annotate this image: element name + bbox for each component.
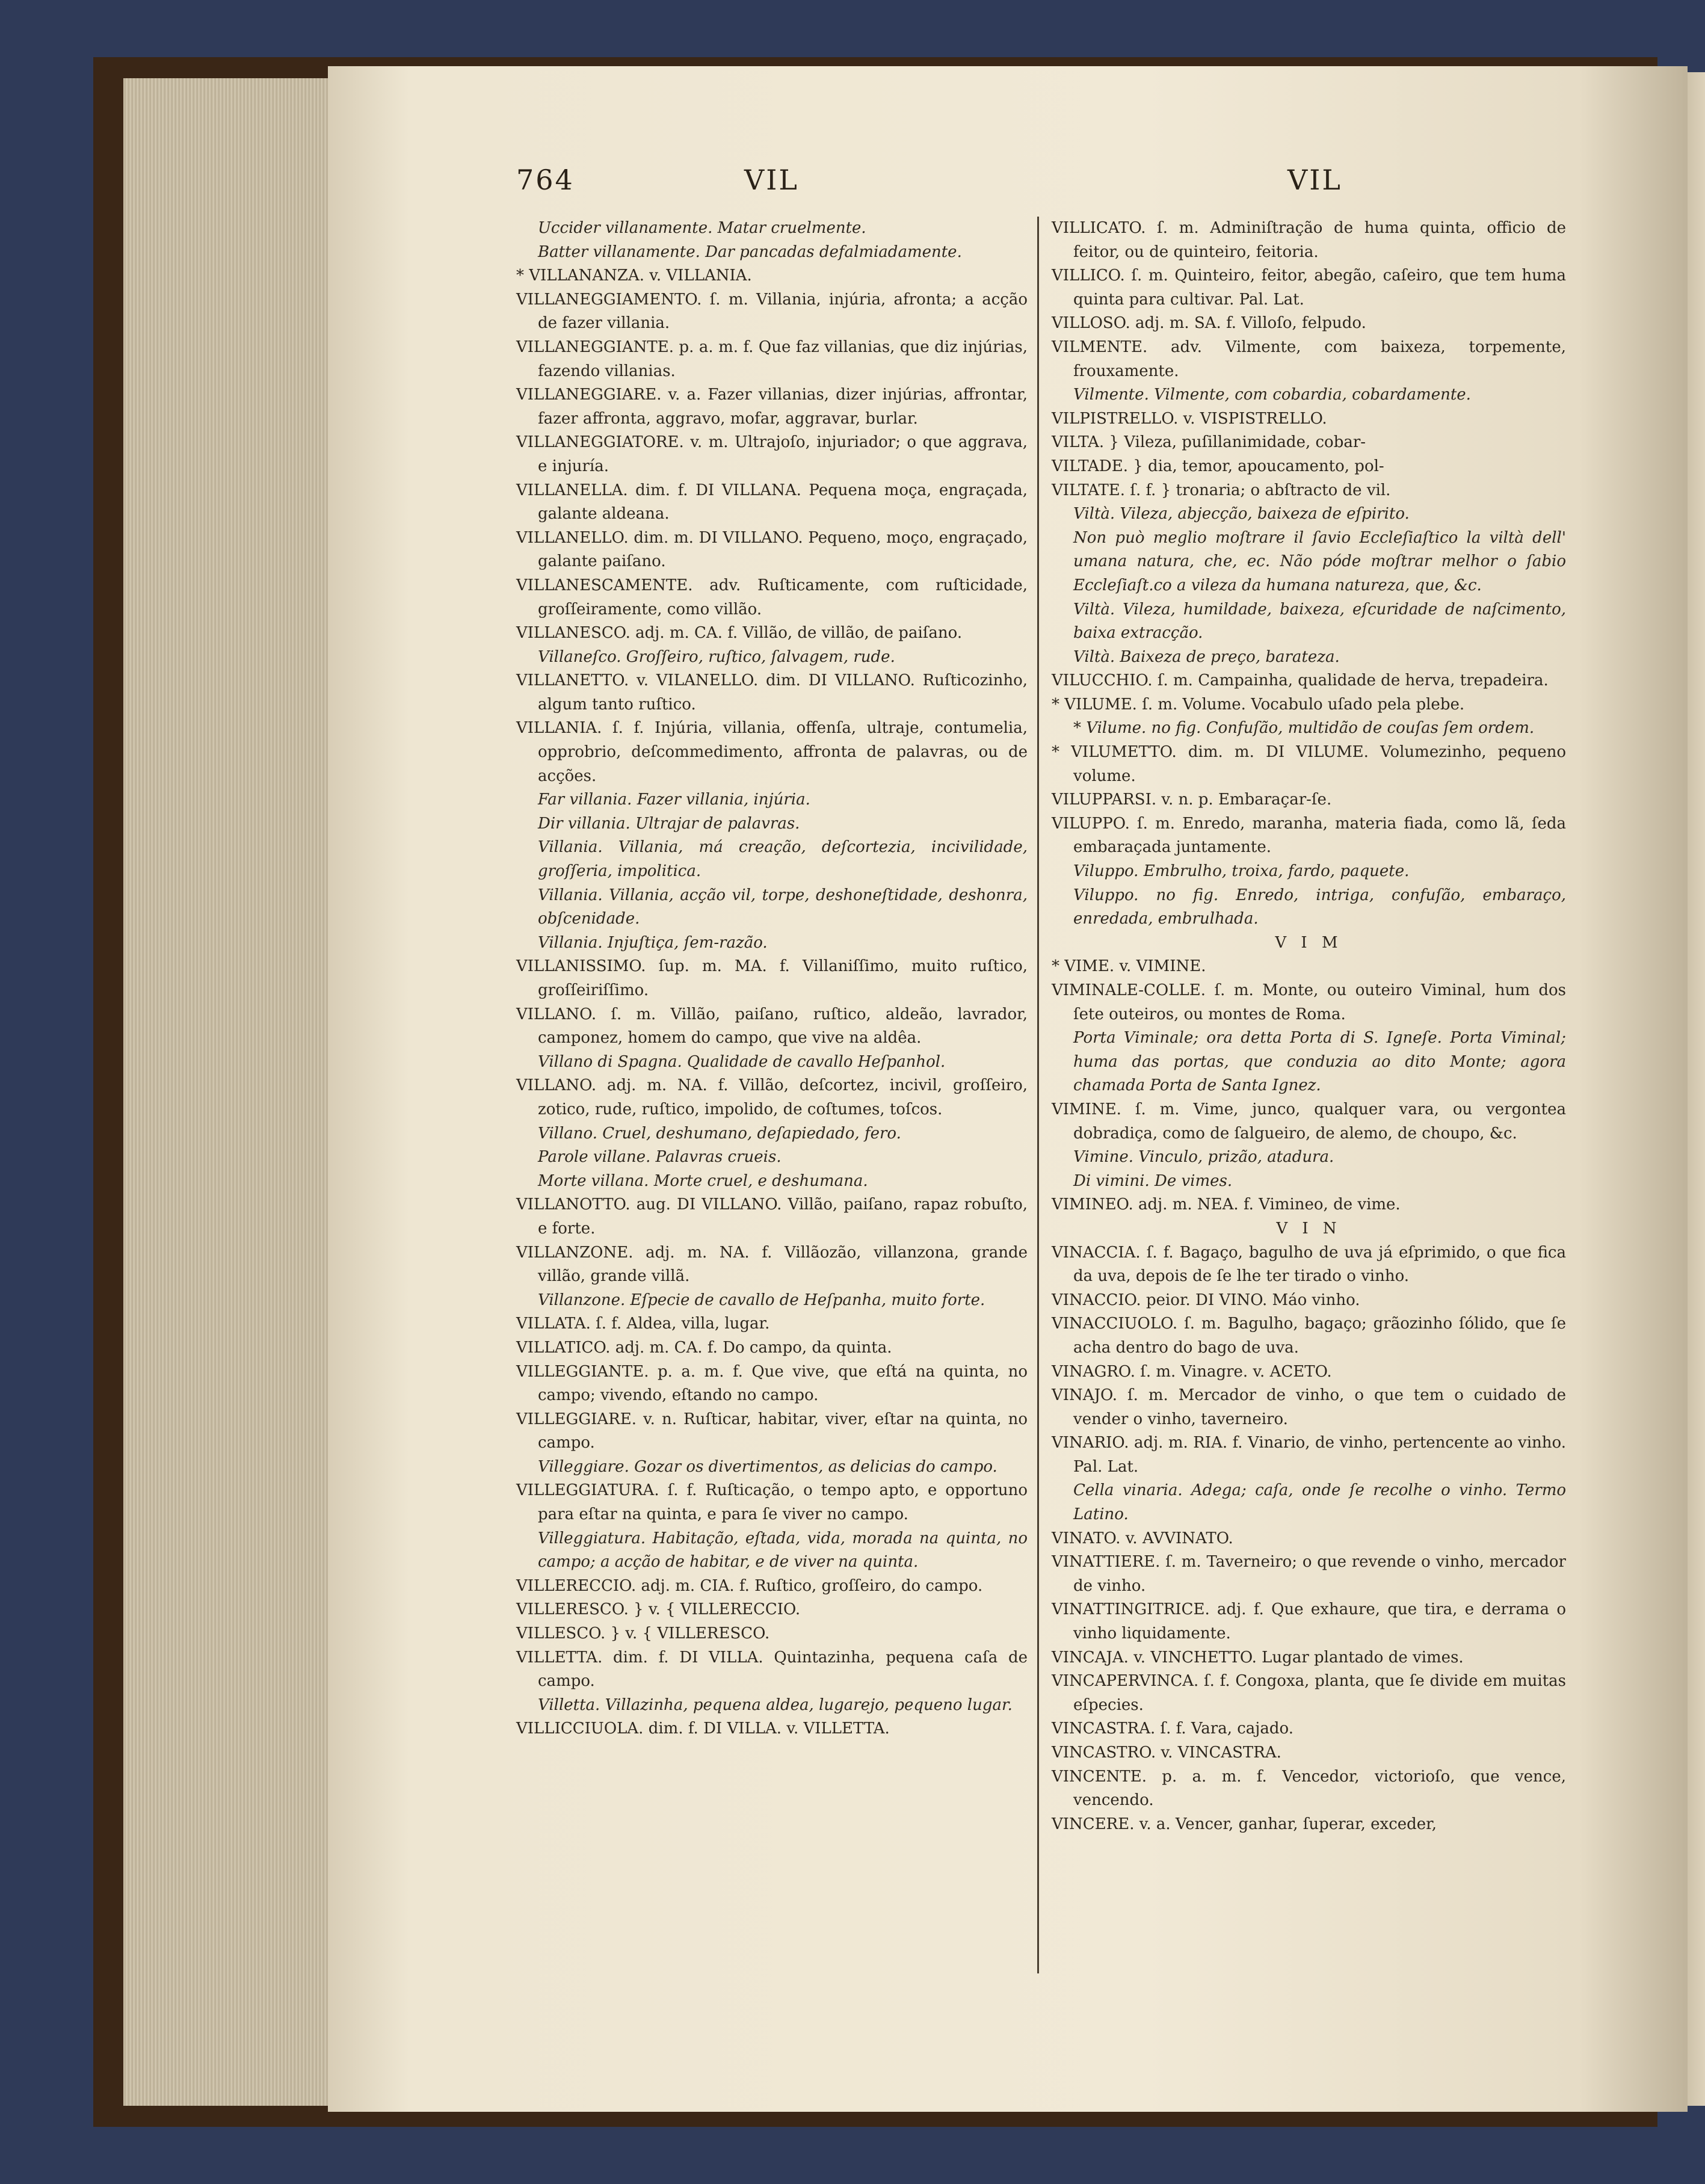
sub-entry: Uccider villanamente. Matar cruelmente. [538,219,866,237]
sub-entry: Villanzone. Eſpecie de cavallo de Heſpanha, muito forte. [538,1291,985,1309]
dictionary-entry: VINACCIO. peior. DI VINO. Máo vinho. [1052,1291,1360,1309]
dictionary-entry: VILLANISSIMO. ſup. m. MA. f. Villaniſſimo, muito ruſtico, groſſeiriſſimo. [516,957,1028,999]
dictionary-entry: VILLANEGGIATORE. v. m. Ultrajoſo, injuriador; o que aggrava, e injuría. [516,433,1028,475]
dictionary-entry: VILLESCO. } v. { VILLERESCO. [516,1624,770,1643]
sub-entry: Parole villane. Palavras crueis. [538,1148,782,1167]
sub-entry: Villetta. Villazinha, pequena aldea, lugarejo, pequeno lugar. [538,1695,1013,1714]
dictionary-entry: VILLANIA. ſ. f. Injúria, villania, offenſa, ultraje, contumelia, opprobrio, deſcommedimento, affronta de palavras, ou de acções. [516,719,1028,785]
dictionary-entry: VILPISTRELLO. v. VISPISTRELLO. [1052,409,1327,428]
page-number: 764 [516,164,575,196]
dictionary-entry: * VILUME. ſ. m. Volume. Vocabulo uſado pela plebe. [1052,695,1465,714]
sub-entry: Viluppo. Embrulho, troixa, fardo, paquete. [1073,862,1410,881]
dictionary-entry: VILLATICO. adj. m. CA. f. Do campo, da quinta. [516,1338,892,1357]
dictionary-entry: * VIME. v. VIMINE. [1052,957,1206,976]
dictionary-entry: VILUPPO. ſ. m. Enredo, maranha, materia fiada, como lã, ſeda embaraçada juntamente. [1052,814,1566,857]
dictionary-entry: VILLOSO. adj. m. SA. f. Villoſo, felpudo. [1052,314,1366,333]
dictionary-entry: VIMINALE-COLLE. ſ. m. Monte, ou outeiro Viminal, hum dos ſete outeiros, ou montes de Roma. [1052,981,1566,1023]
sub-entry: Villano. Cruel, deshumano, deſapiedado, fero. [538,1124,901,1143]
dictionary-entry: VILLANESCO. adj. m. CA. f. Villão, de villão, de paiſano. [516,624,963,643]
dictionary-entry: VILLICATO. ſ. m. Adminiſtração de huma quinta, officio de feitor, ou de quinteiro, feitoria. [1052,219,1566,261]
dictionary-entry: VILTA. } Vileza, puſillanimidade, cobar- [1052,433,1366,452]
sub-entry: Villeggiatura. Habitação, eſtada, vida, morada na quinta, no campo; a acção de habitar, e de viver na quinta. [538,1529,1028,1572]
dictionary-entry: VILLANZONE. adj. m. NA. f. Villãozão, villanzona, grande villão, grande villã. [516,1243,1028,1286]
section-heading: V I N [1276,1219,1342,1238]
dictionary-entry: VILLANEGGIARE. v. a. Fazer villanias, dizer injúrias, affrontar, fazer affronta, aggravo, mofar, aggravar, burlar. [516,386,1028,428]
sub-entry: Villania. Villania, acção vil, torpe, deshoneſtidade, deshonra, obſcenidade. [538,886,1028,928]
sub-entry: Porta Viminale; ora detta Porta di S. Igneſe. Porta Viminal; huma das portas, que conduzia ao dito Monte; agora chamada Porta de Santa Ignez. [1073,1029,1566,1095]
dictionary-entry: VILTADE. } dia, temor, apoucamento, pol- [1052,457,1384,475]
dictionary-entry: VILLANO. ſ. m. Villão, paiſano, ruſtico, aldeão, lavrador, camponez, homem do campo, que vive na aldêa. [516,1005,1028,1047]
dictionary-entry: VINAJO. ſ. m. Mercador de vinho, o que tem o cuidado de vender o vinho, taverneiro. [1052,1386,1566,1428]
header-left: VIL [744,164,799,196]
sub-entry: Far villania. Fazer villania, injúria. [538,791,810,809]
dictionary-entry: VINCAJA. v. VINCHETTO. Lugar plantado de vimes. [1052,1648,1464,1667]
dictionary-entry: VIMINEO. adj. m. NEA. f. Vimineo, de vime. [1052,1195,1401,1214]
sub-entry: * Vilume. no fig. Confuſão, multidão de couſas ſem ordem. [1073,719,1535,738]
sub-entry: Villaneſco. Groſſeiro, ruſtico, ſalvagem, rude. [538,647,895,666]
sub-entry: Batter villanamente. Dar pancadas defalmiadamente. [538,242,962,261]
dictionary-entry: VILLANEGGIAMENTO. ſ. m. Villania, injúria, afronta; a acção de fazer villania. [516,290,1028,333]
sub-entry: Dir villania. Ultrajar de palavras. [538,814,800,833]
dictionary-entry: VINATTIERE. ſ. m. Taverneiro; o que revende o vinho, mercador de vinho. [1052,1553,1566,1595]
dictionary-entry: VILLATA. ſ. f. Aldea, villa, lugar. [516,1315,770,1333]
section-heading: V I M [1275,933,1343,952]
dictionary-entry: VILLANELLA. dim. f. DI VILLANA. Pequena moça, engraçada, galante aldeana. [516,481,1028,523]
sub-entry: Cella vinaria. Adega; caſa, onde ſe recolhe o vinho. Termo Latino. [1073,1481,1566,1524]
dictionary-entry: VINACCIA. ſ. f. Bagaço, bagulho de uva já eſprimido, o que fica da uva, depois de ſe lhe ter tirado o vinho. [1052,1243,1566,1286]
dictionary-entry: VILUCCHIO. ſ. m. Campainha, qualidade de herva, trepadeira. [1052,671,1549,690]
dictionary-entry: VILLANETTO. v. VILANELLO. dim. DI VILLANO. Ruſticozinho, algum tanto ruſtico. [516,671,1028,714]
dictionary-entry: VINAGRO. ſ. m. Vinagre. v. ACETO. [1052,1362,1332,1381]
sub-entry: Morte villana. Morte cruel, e deshumana. [538,1171,868,1190]
dictionary-entry: VILLANEGGIANTE. p. a. m. f. Que faz villanias, que diz injúrias, fazendo villanias. [516,338,1028,380]
column-rule [1037,217,1039,1973]
dictionary-entry: VILLICCIUOLA. dim. f. DI VILLA. v. VILLETTA. [516,1720,890,1738]
dictionary-entry: VINATTINGITRICE. adj. f. Que exhaure, que tira, e derrama o vinho liquidamente. [1052,1600,1566,1643]
dictionary-entry: VILLERESCO. } v. { VILLERECCIO. [516,1600,801,1619]
sub-entry: Vilmente. Vilmente, com cobardia, cobardamente. [1073,386,1471,404]
dictionary-entry: VINCERE. v. a. Vencer, ganhar, ſuperar, exceder, [1052,1815,1437,1833]
dictionary-entry: VINCASTRA. ſ. f. Vara, cajado. [1052,1720,1293,1738]
dictionary-entry: VILLETTA. dim. f. DI VILLA. Quintazinha, pequena caſa de campo. [516,1648,1028,1691]
sub-entry: Villeggiare. Gozar os divertimentos, as delicias do campo. [538,1457,997,1476]
header-right: VIL [1287,164,1342,196]
dictionary-entry: VIMINE. ſ. m. Vime, junco, qualquer vara, ou vergontea dobradiça, como de ſalgueiro, de alemo, de choupo, &c. [1052,1100,1566,1143]
dictionary-entry: VILLANESCAMENTE. adv. Ruſticamente, com ruſticidade, groſſeiramente, como villão. [516,576,1028,618]
sub-entry: Villano di Spagna. Qualidade de cavallo Heſpanhol. [538,1052,946,1071]
dictionary-entry: VINCAPERVINCA. ſ. f. Congoxa, planta, que ſe divide em muitas eſpecies. [1052,1672,1566,1714]
sub-entry: Villania. Injuſtiça, ſem-razão. [538,933,768,952]
dictionary-entry: VINATO. v. AVVINATO. [1052,1529,1233,1547]
dictionary-entry: VINACCIUOLO. ſ. m. Bagulho, bagaço; grãozinho ſólido, que ſe acha dentro do bago de uva. [1052,1315,1566,1357]
dictionary-entry: VINCASTRO. v. VINCASTRA. [1052,1744,1281,1762]
sub-entry: Viltà. Baixeza de preço, barateza. [1073,647,1340,666]
sub-entry: Villania. Villania, má creação, deſcortezia, incivilidade, groſſeria, impolitica. [538,838,1028,881]
sub-entry: Viluppo. no fig. Enredo, intriga, confuſão, embaraço, enredada, embrulhada. [1073,886,1566,928]
left-column [516,217,1028,1741]
dictionary-entry: VILLICO. ſ. m. Quinteiro, feitor, abegão, caſeiro, que tem huma quinta para cultivar. Pal. Lat. [1052,267,1566,309]
sub-entry: Viltà. Vileza, abjecção, baixeza de eſpirito. [1073,505,1410,523]
dictionary-entry: VILLANOTTO. aug. DI VILLANO. Villão, paiſano, rapaz robuſto, e forte. [516,1195,1028,1238]
sub-entry: Vimine. Vinculo, prizão, atadura. [1073,1148,1334,1167]
sub-entry: Di vimini. De vimes. [1073,1171,1233,1190]
dictionary-entry: VILLEGGIARE. v. n. Ruſticar, habitar, viver, eſtar na quinta, no campo. [516,1410,1028,1452]
dictionary-entry: * VILLANANZA. v. VILLANIA. [516,267,752,285]
dictionary-entry: VILLEGGIATURA. ſ. f. Ruſticação, o tempo apto, e opportuno para eſtar na quinta, e para ſe viver no campo. [516,1481,1028,1524]
dictionary-entry: VINCENTE. p. a. m. f. Vencedor, victorioſo, que vence, vencendo. [1052,1767,1566,1810]
dictionary-entry: VILLEGGIANTE. p. a. m. f. Que vive, que eſtá na quinta, no campo; vivendo, eſtando no campo. [516,1362,1028,1405]
dictionary-entry: VILTATE. ſ. f. } tronaria; o abſtracto de vil. [1052,481,1391,499]
page-block-edge [123,78,328,2106]
sub-entry: Non può meglio moſtrare il ſavio Eccleſiaſtico la viltà dell' umana natura, che, ec. Não póde moſtrar melhor o ſabio Eccleſiaſt.co a vileza da humana natureza, que, &c. [1073,528,1566,594]
dictionary-entry: VILLANO. adj. m. NA. f. Villão, deſcortez, incivil, groſſeiro, zotico, rude, ruſtico, impolido, de coſtumes, toſcos. [516,1076,1028,1118]
dictionary-entry: VINARIO. adj. m. RIA. f. Vinario, de vinho, pertencente ao vinho. Pal. Lat. [1052,1434,1566,1476]
dictionary-entry: VILLERECCIO. adj. m. CIA. f. Ruſtico, groſſeiro, do campo. [516,1576,983,1595]
right-column [1052,217,1566,1836]
dictionary-entry: VILUPPARSI. v. n. p. Embaraçar-ſe. [1052,791,1332,809]
dictionary-entry: * VILUMETTO. dim. m. DI VILUME. Volumezinho, pequeno volume. [1052,743,1566,785]
sub-entry: Viltà. Vileza, humildade, baixeza, eſcuridade de naſcimento, baixa extracção. [1073,600,1566,643]
dictionary-entry: VILLANELLO. dim. m. DI VILLANO. Pequeno, moço, engraçado, galante paiſano. [516,528,1028,571]
dictionary-entry: VILMENTE. adv. Vilmente, com baixeza, torpemente, frouxamente. [1052,338,1566,380]
